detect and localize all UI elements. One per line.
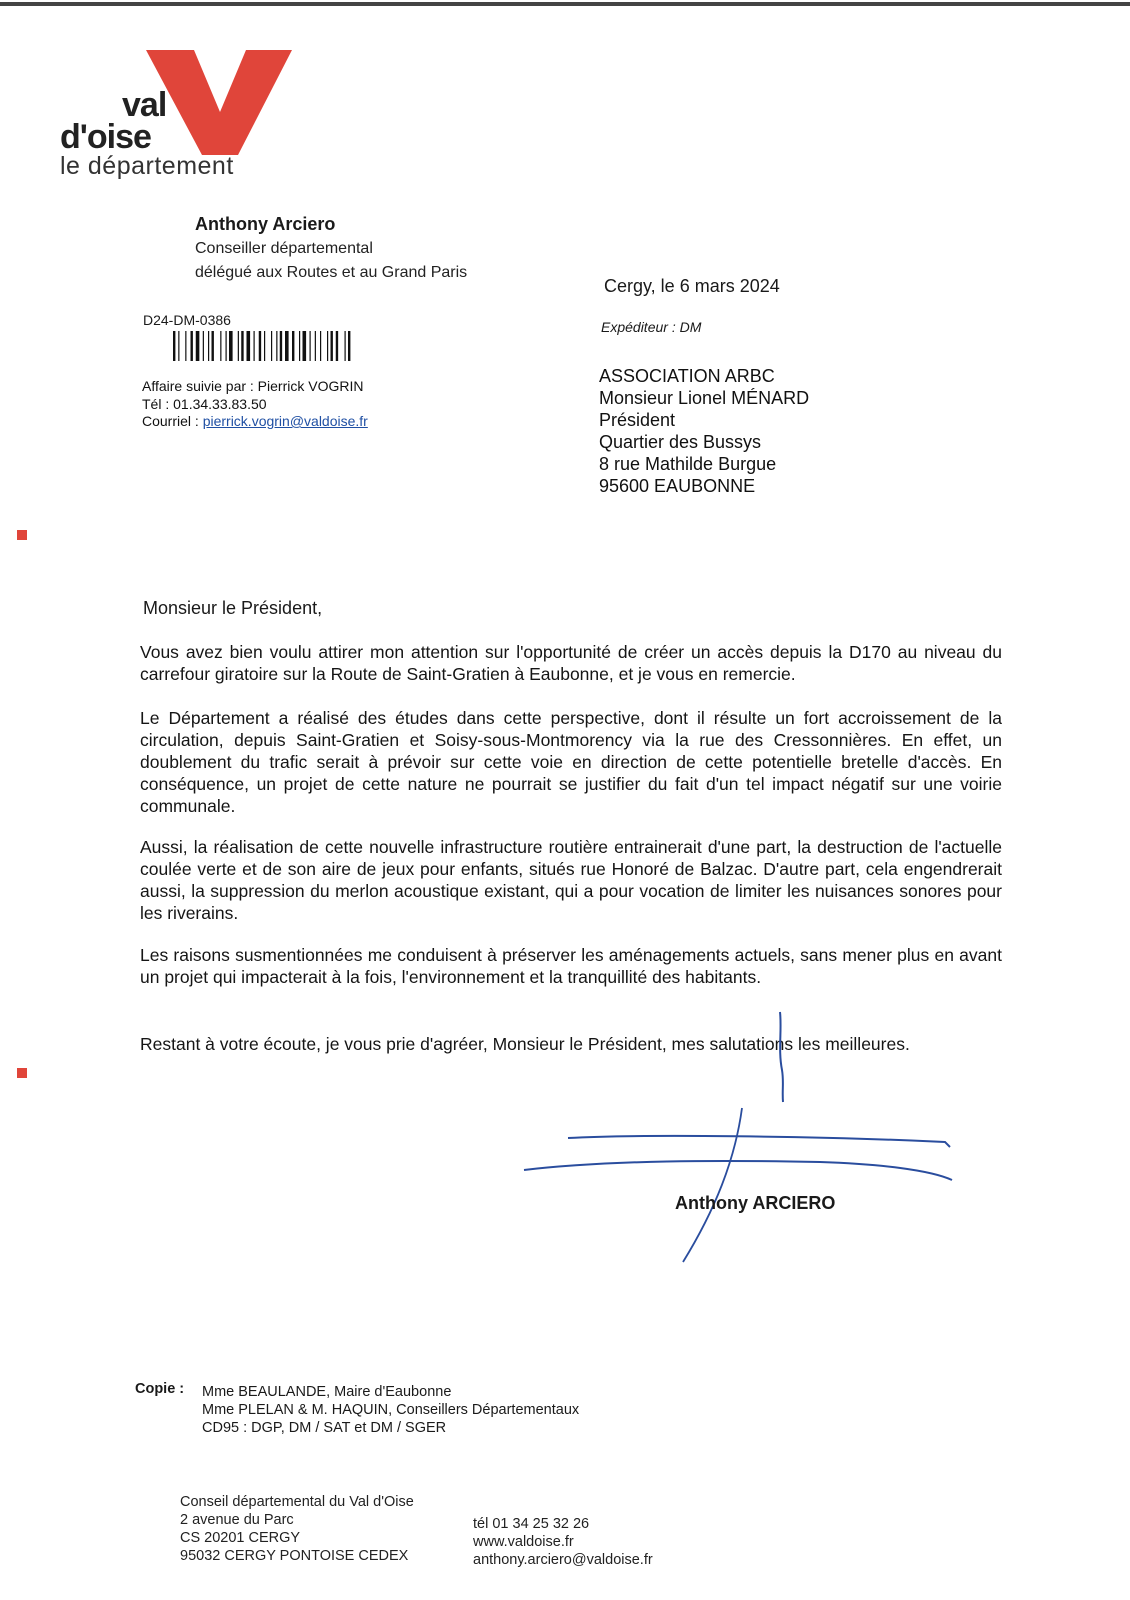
recipient-line: 8 rue Mathilde Burgue [599, 454, 777, 474]
recipient-line: Monsieur Lionel MÉNARD [599, 388, 810, 408]
recipient-line: Président [599, 410, 676, 430]
body-paragraph: Le Département a réalisé des études dans cette perspective, dont il résulte un fort accroissement de la circulation, depuis Saint-Gratien et Soisy-sous-Montmorency via la rue des Cressonnières. En effet, un doublement du trafic serait à prévoir sur cette voie en direction de cette potentielle bretelle d'accès. En conséquence, un projet de cette nature ne pourrait se justifier du fait d'un tel impact négatif sur une voirie communale. [140, 708, 1002, 816]
body-paragraph: Les raisons susmentionnées me conduisent à préserver les aménagements actuels, sans mener plus en avant un projet qui impacterait à la fois, l'environnement et la tranquillité des habitants. [140, 945, 1002, 987]
sender-role: délégué aux Routes et au Grand Paris [195, 264, 468, 281]
salutation: Monsieur le Président, [143, 598, 323, 618]
footer-address-line: CS 20201 CERGY [180, 1530, 301, 1546]
logo-text-doise: d'oise [60, 118, 151, 156]
recipient-line: Quartier des Bussys [599, 432, 762, 452]
sender-title: Conseiller départemental [195, 240, 373, 257]
body-paragraph: Vous avez bien voulu attirer mon attention sur l'opportunité de créer un accès depuis la D170 au niveau du carrefour giratoire sur la Route de Saint-Gratien à Eaubonne, et je vous en remercie. [140, 642, 1002, 684]
margin-mark [17, 1068, 27, 1078]
copie-label: Copie : [135, 1381, 185, 1397]
val-doise-logo [60, 50, 300, 185]
reference-code: D24-DM-0386 [143, 312, 231, 328]
sender-email-link[interactable]: pierrick.vogrin@valdoise.fr [202, 413, 368, 429]
sender-phone: Tél : 01.34.33.83.50 [142, 396, 267, 412]
sender-email-line [142, 413, 368, 429]
recipient-line: 95600 EAUBONNE [599, 476, 756, 496]
footer-address-line: 2 avenue du Parc [180, 1512, 294, 1528]
affaire-suivie: Affaire suivie par : Pierrick VOGRIN [142, 378, 364, 394]
copie-line: Mme BEAULANDE, Maire d'Eaubonne [202, 1384, 452, 1400]
copie-line: Mme PLELAN & M. HAQUIN, Conseillers Départementaux [202, 1402, 580, 1418]
margin-mark [17, 530, 27, 540]
footer-email[interactable]: anthony.arciero@valdoise.fr [473, 1552, 653, 1568]
barcode [173, 331, 398, 361]
scan-edge [0, 2, 1130, 6]
logo-text-departement: le département [60, 152, 234, 180]
expediteur: Expéditeur : DM [601, 319, 702, 335]
copie-line: CD95 : DGP, DM / SAT et DM / SGER [202, 1420, 447, 1436]
footer-address-line: Conseil départemental du Val d'Oise [180, 1494, 414, 1510]
footer-website[interactable]: www.valdoise.fr [473, 1534, 574, 1550]
date-line: Cergy, le 6 mars 2024 [604, 276, 780, 296]
recipient-line: ASSOCIATION ARBC [599, 366, 775, 386]
courriel-label: Courriel : [142, 413, 203, 429]
body-paragraph: Aussi, la réalisation de cette nouvelle infrastructure routière entrainerait d'une part, la destruction de l'actuelle coulée verte et de son aire de jeux pour enfants, situés rue Honoré de Balzac. D'autre part, cela engendrerait aussi, la suppression du merlon acoustique existant, qui a pour vocation de limiter les nuisances sonores pour les riverains. [140, 837, 1002, 923]
signatory-name: Anthony ARCIERO [675, 1193, 836, 1213]
footer-address-line: 95032 CERGY PONTOISE CEDEX [180, 1548, 409, 1564]
logo-text-val: val [122, 86, 167, 124]
closing-paragraph: Restant à votre écoute, je vous prie d'agréer, Monsieur le Président, mes salutations les meilleures. [140, 1034, 910, 1054]
handwritten-signature [520, 1010, 980, 1270]
logo-v-mark [146, 50, 292, 155]
sender-name: Anthony Arciero [195, 214, 336, 234]
footer-phone: tél 01 34 25 32 26 [473, 1516, 590, 1532]
